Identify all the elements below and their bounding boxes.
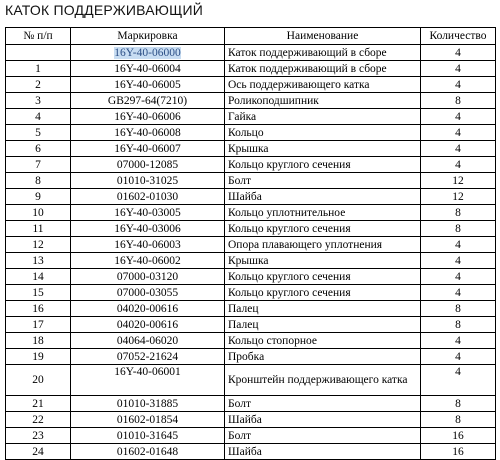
cell-name: Шайба [225, 444, 421, 460]
cell-number: 8 [6, 173, 71, 189]
cell-number: 18 [6, 333, 71, 349]
cell-number: 11 [6, 221, 71, 237]
cell-name: Кольцо [225, 125, 421, 141]
cell-quantity: 4 [421, 45, 496, 61]
cell-quantity: 12 [421, 189, 496, 205]
cell-quantity: 4 [421, 365, 496, 396]
cell-quantity: 12 [421, 173, 496, 189]
cell-quantity: 4 [421, 109, 496, 125]
table-row [6, 157, 496, 173]
table-row [6, 205, 496, 221]
cell-number: 19 [6, 349, 71, 365]
table-row [6, 253, 496, 269]
cell-quantity: 8 [421, 396, 496, 412]
cell-marking [71, 45, 225, 61]
cell-name: Каток поддерживающий в сборе [225, 61, 421, 77]
cell-name: Кольцо стопорное [225, 333, 421, 349]
cell-number: 6 [6, 141, 71, 157]
table-row [6, 93, 496, 109]
cell-quantity: 8 [421, 221, 496, 237]
cell-quantity: 4 [421, 77, 496, 93]
cell-number: 20 [6, 365, 71, 396]
cell-name: Крышка [225, 141, 421, 157]
table-row [6, 173, 496, 189]
cell-quantity: 4 [421, 61, 496, 77]
cell-name: Кольцо уплотнительное [225, 205, 421, 221]
cell-quantity: 4 [421, 125, 496, 141]
cell-marking: 16Y-40-06001 [71, 365, 225, 396]
column-header-name: Наименование [225, 28, 421, 45]
cell-marking: 01602-01854 [71, 412, 225, 428]
cell-marking: 07000-03055 [71, 285, 225, 301]
cell-name: Каток поддерживающий в сборе [225, 45, 421, 61]
cell-number: 14 [6, 269, 71, 285]
table-row [6, 189, 496, 205]
cell-quantity: 4 [421, 237, 496, 253]
table-row [6, 285, 496, 301]
table-row [6, 333, 496, 349]
cell-name: Кольцо круглого сечения [225, 221, 421, 237]
cell-number: 21 [6, 396, 71, 412]
cell-quantity: 16 [421, 428, 496, 444]
cell-name: Роликоподшипник [225, 93, 421, 109]
cell-number: 16 [6, 301, 71, 317]
cell-number: 24 [6, 444, 71, 460]
cell-name: Кольцо круглого сечения [225, 285, 421, 301]
cell-name: Болт [225, 428, 421, 444]
cell-marking: GB297-64(7210) [71, 93, 225, 109]
cell-quantity: 8 [421, 412, 496, 428]
cell-marking: 16Y-40-06002 [71, 253, 225, 269]
cell-number: 1 [6, 61, 71, 77]
table-row [6, 77, 496, 93]
cell-marking: 16Y-40-06008 [71, 125, 225, 141]
cell-name: Опора плавающего уплотнения [225, 237, 421, 253]
cell-name: Палец [225, 301, 421, 317]
cell-marking: 01010-31645 [71, 428, 225, 444]
cell-marking: 16Y-40-03006 [71, 221, 225, 237]
cell-number: 4 [6, 109, 71, 125]
cell-number: 5 [6, 125, 71, 141]
table-row [6, 396, 496, 412]
cell-quantity: 8 [421, 205, 496, 221]
cell-name: Шайба [225, 189, 421, 205]
table-row [6, 109, 496, 125]
cell-quantity: 8 [421, 317, 496, 333]
cell-number: 17 [6, 317, 71, 333]
cell-number: 10 [6, 205, 71, 221]
cell-number: 7 [6, 157, 71, 173]
table-row [6, 412, 496, 428]
cell-number: 3 [6, 93, 71, 109]
cell-name: Болт [225, 173, 421, 189]
table-row [6, 221, 496, 237]
cell-marking: 16Y-40-06004 [71, 61, 225, 77]
cell-name: Кольцо круглого сечения [225, 269, 421, 285]
cell-number: 9 [6, 189, 71, 205]
selected-text-highlight[interactable]: 16Y-40-06000 [114, 46, 181, 59]
cell-marking: 07000-03120 [71, 269, 225, 285]
cell-marking: 16Y-40-06007 [71, 141, 225, 157]
table-row [6, 428, 496, 444]
cell-marking: 04020-00616 [71, 317, 225, 333]
cell-quantity: 4 [421, 157, 496, 173]
cell-marking: 16Y-40-06005 [71, 77, 225, 93]
cell-name: Кронштейн поддерживающего катка [225, 365, 421, 396]
table-row [6, 269, 496, 285]
table-row [6, 365, 496, 396]
cell-marking: 01010-31025 [71, 173, 225, 189]
table-row [6, 301, 496, 317]
cell-marking: 01602-01030 [71, 189, 225, 205]
cell-quantity: 4 [421, 141, 496, 157]
cell-marking: 16Y-40-03005 [71, 205, 225, 221]
cell-number: 2 [6, 77, 71, 93]
cell-quantity: 4 [421, 333, 496, 349]
cell-quantity: 8 [421, 301, 496, 317]
cell-name: Палец [225, 317, 421, 333]
table-row [6, 61, 496, 77]
column-header-number: № п/п [6, 28, 71, 45]
cell-number: 13 [6, 253, 71, 269]
table-header-row [6, 28, 496, 45]
table-row [6, 317, 496, 333]
column-header-marking: Маркировка [71, 28, 225, 45]
cell-marking: 16Y-40-06006 [71, 109, 225, 125]
cell-number: 15 [6, 285, 71, 301]
cell-marking: 01602-01648 [71, 444, 225, 460]
cell-marking: 04064-06020 [71, 333, 225, 349]
cell-number: 12 [6, 237, 71, 253]
cell-quantity: 16 [421, 444, 496, 460]
cell-quantity: 4 [421, 285, 496, 301]
table-row [6, 349, 496, 365]
cell-marking: 07052-21624 [71, 349, 225, 365]
cell-name: Болт [225, 396, 421, 412]
table-row [6, 45, 496, 61]
cell-name: Пробка [225, 349, 421, 365]
cell-quantity: 4 [421, 349, 496, 365]
cell-name: Ось поддерживающего катка [225, 77, 421, 93]
table-row [6, 237, 496, 253]
document-title: КАТОК ПОДДЕРЖИВАЮЩИЙ [5, 2, 203, 18]
table-row [6, 141, 496, 157]
cell-quantity: 4 [421, 269, 496, 285]
table-row [6, 444, 496, 460]
cell-number [6, 45, 71, 61]
column-header-quantity: Количество [421, 28, 496, 45]
cell-name: Кольцо круглого сечения [225, 157, 421, 173]
cell-marking: 16Y-40-06003 [71, 237, 225, 253]
cell-name: Крышка [225, 253, 421, 269]
table-row [6, 125, 496, 141]
cell-number: 23 [6, 428, 71, 444]
cell-marking: 01010-31885 [71, 396, 225, 412]
cell-number: 22 [6, 412, 71, 428]
cell-name: Гайка [225, 109, 421, 125]
cell-marking: 07000-12085 [71, 157, 225, 173]
parts-table [5, 27, 496, 460]
cell-quantity: 4 [421, 253, 496, 269]
cell-quantity: 8 [421, 93, 496, 109]
cell-name: Шайба [225, 412, 421, 428]
cell-marking: 04020-00616 [71, 301, 225, 317]
